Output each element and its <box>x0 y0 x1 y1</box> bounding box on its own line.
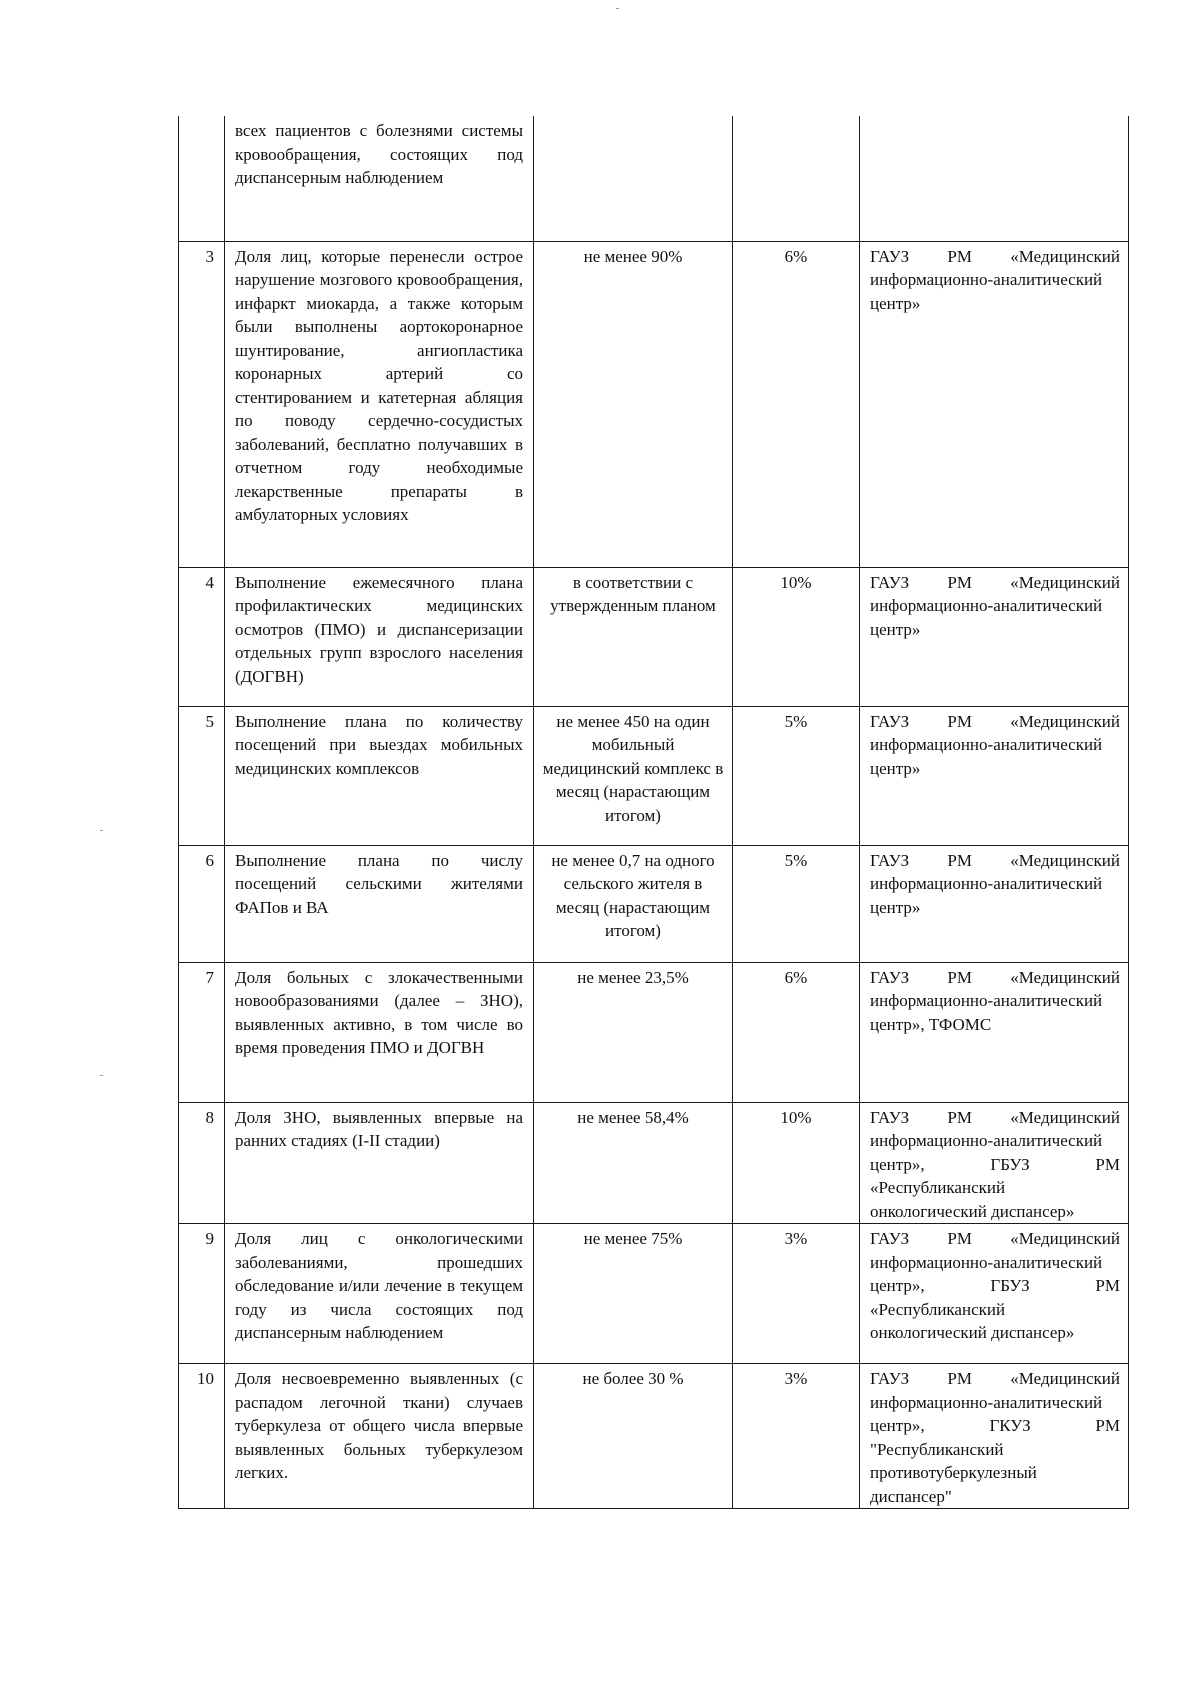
row-number <box>179 116 225 241</box>
target-value: в соответствии с утвержденным планом <box>534 567 733 706</box>
row-number: 7 <box>179 962 225 1102</box>
row-number: 8 <box>179 1102 225 1224</box>
scan-artifact <box>100 1075 103 1076</box>
target-value: не менее 90% <box>534 241 733 567</box>
weight-value: 5% <box>733 845 860 962</box>
table-row <box>179 567 1129 706</box>
data-source: ГАУЗ РМ «Медицинский информационно-аналитический центр», ГБУЗ РМ «Республиканский онкологический диспансер» <box>860 1224 1129 1364</box>
weight-value: 6% <box>733 962 860 1102</box>
data-source: ГАУЗ РМ «Медицинский информационно-аналитический центр», ГБУЗ РМ «Республиканский онкологический диспансер» <box>860 1102 1129 1224</box>
data-source: ГАУЗ РМ «Медицинский информационно-аналитический центр», ТФОМС <box>860 962 1129 1102</box>
row-number: 10 <box>179 1364 225 1509</box>
target-value: не менее 58,4% <box>534 1102 733 1224</box>
weight-value: 10% <box>733 1102 860 1224</box>
indicator-name: Доля ЗНО, выявленных впервые на ранних стадиях (I-II стадии) <box>225 1102 534 1224</box>
indicator-name: Доля лиц с онкологическими заболеваниями, прошедших обследование и/или лечение в текущем году из числа состоящих под диспансерным наблюдением <box>225 1224 534 1364</box>
row-number: 9 <box>179 1224 225 1364</box>
table-row <box>179 116 1129 241</box>
data-source: ГАУЗ РМ «Медицинский информационно-аналитический центр» <box>860 567 1129 706</box>
target-value <box>534 116 733 241</box>
table-row <box>179 706 1129 845</box>
table-row <box>179 1224 1129 1364</box>
target-value: не менее 0,7 на одного сельского жителя в месяц (нарастающим итогом) <box>534 845 733 962</box>
target-value: не менее 23,5% <box>534 962 733 1102</box>
weight-value: 3% <box>733 1224 860 1364</box>
data-source <box>860 116 1129 241</box>
indicator-name: Доля больных с злокачественными новообразованиями (далее – ЗНО), выявленных активно, в том числе во время проведения ПМО и ДОГВН <box>225 962 534 1102</box>
weight-value: 10% <box>733 567 860 706</box>
indicator-name: Выполнение ежемесячного плана профилактических медицинских осмотров (ПМО) и диспансеризации отдельных групп взрослого населения (ДОГВН) <box>225 567 534 706</box>
indicator-name: Выполнение плана по числу посещений сельскими жителями ФАПов и ВА <box>225 845 534 962</box>
row-number: 6 <box>179 845 225 962</box>
table-row <box>179 962 1129 1102</box>
indicators-table <box>178 116 1129 1509</box>
data-source: ГАУЗ РМ «Медицинский информационно-аналитический центр», ГКУЗ РМ "Республиканский противотуберкулезный диспансер" <box>860 1364 1129 1509</box>
scan-artifact <box>616 8 619 9</box>
scan-artifact <box>100 830 103 831</box>
indicator-name: Выполнение плана по количеству посещений при выездах мобильных медицинских комплексов <box>225 706 534 845</box>
target-value: не менее 75% <box>534 1224 733 1364</box>
table-row <box>179 1364 1129 1509</box>
row-number: 3 <box>179 241 225 567</box>
table-row <box>179 1102 1129 1224</box>
data-source: ГАУЗ РМ «Медицинский информационно-аналитический центр» <box>860 706 1129 845</box>
weight-value: 3% <box>733 1364 860 1509</box>
weight-value: 6% <box>733 241 860 567</box>
table-row <box>179 241 1129 567</box>
weight-value <box>733 116 860 241</box>
data-source: ГАУЗ РМ «Медицинский информационно-аналитический центр» <box>860 241 1129 567</box>
indicator-name: Доля несвоевременно выявленных (с распадом легочной ткани) случаев туберкулеза от общего числа впервые выявленных больных туберкулезом легких. <box>225 1364 534 1509</box>
target-value: не менее 450 на один мобильный медицинский комплекс в месяц (нарастающим итогом) <box>534 706 733 845</box>
indicator-name: всех пациентов с болезнями системы кровообращения, состоящих под диспансерным наблюдением <box>225 116 534 241</box>
target-value: не более 30 % <box>534 1364 733 1509</box>
row-number: 4 <box>179 567 225 706</box>
row-number: 5 <box>179 706 225 845</box>
indicator-name: Доля лиц, которые перенесли острое нарушение мозгового кровообращения, инфаркт миокарда, а также которым были выполнены аортокоронарное шунтирование, ангиопластика коронарных артерий со стентированием и катетерная абляция по поводу сердечно-сосудистых заболеваний, бесплатно получавших в отчетном году необходимые лекарственные препараты в амбулаторных условиях <box>225 241 534 567</box>
weight-value: 5% <box>733 706 860 845</box>
table-row <box>179 845 1129 962</box>
data-source: ГАУЗ РМ «Медицинский информационно-аналитический центр» <box>860 845 1129 962</box>
